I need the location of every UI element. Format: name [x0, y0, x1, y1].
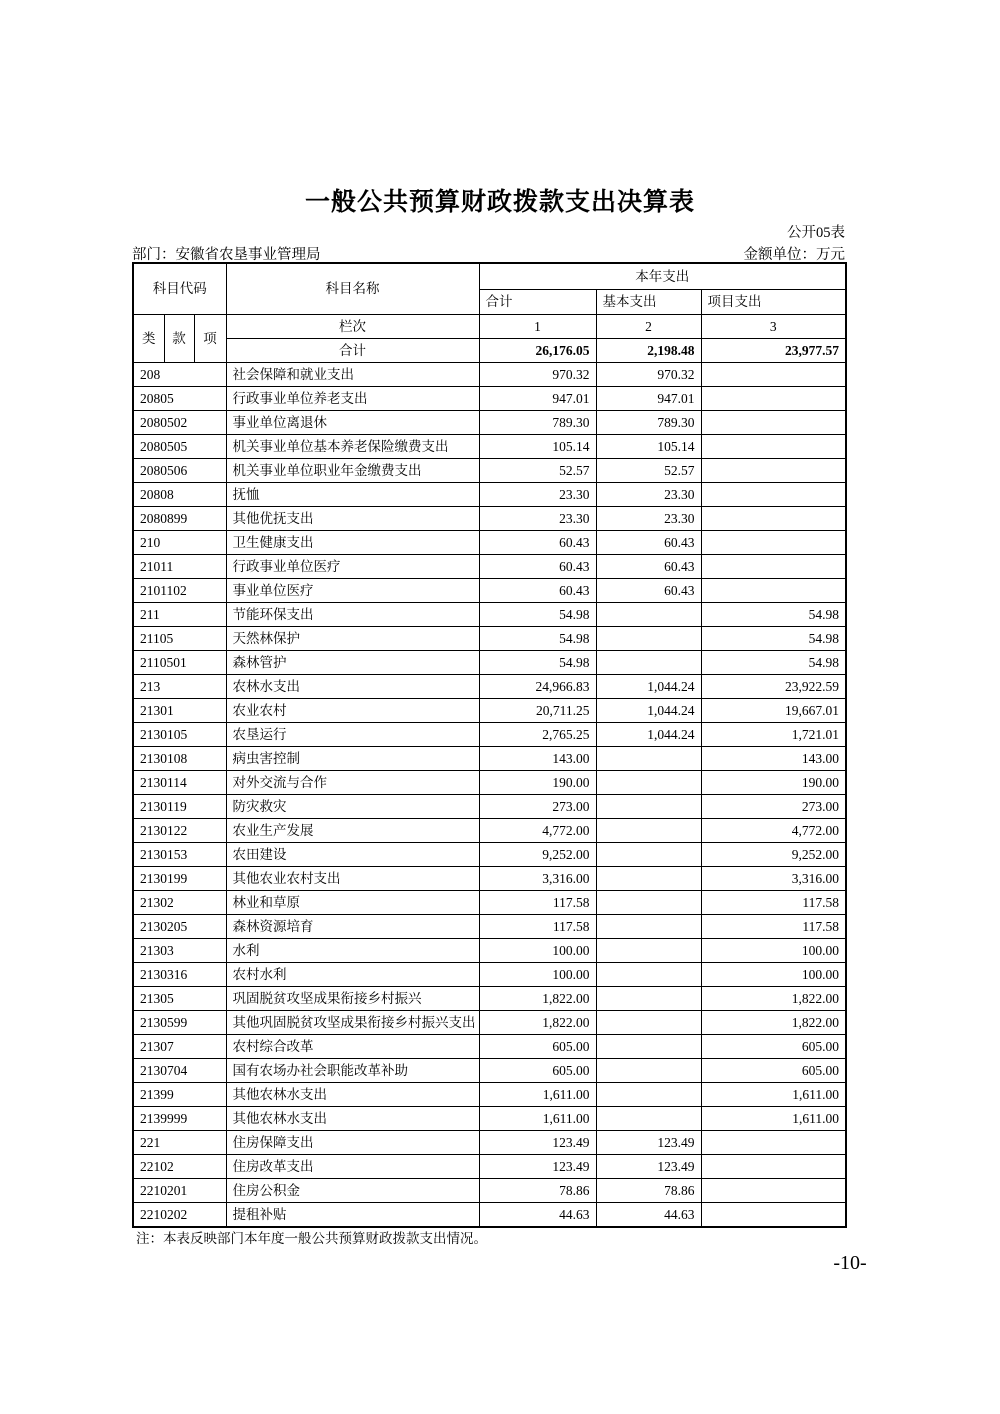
total-value-cell: 605.00 [479, 1059, 596, 1083]
basic-value-cell: 970.32 [596, 363, 701, 387]
subject-name-cell: 农业生产发展 [226, 819, 479, 843]
total-value-cell: 117.58 [479, 915, 596, 939]
total-value-cell: 23.30 [479, 507, 596, 531]
basic-value-cell [596, 819, 701, 843]
basic-value-cell: 60.43 [596, 555, 701, 579]
basic-value-cell [596, 843, 701, 867]
table-row [133, 1035, 846, 1059]
total-value-cell: 117.58 [479, 891, 596, 915]
totals-row [133, 339, 846, 363]
total-value-cell: 44.63 [479, 1203, 596, 1228]
basic-value-cell: 44.63 [596, 1203, 701, 1228]
total-value-cell: 100.00 [479, 939, 596, 963]
basic-value-cell [596, 1107, 701, 1131]
basic-value-cell: 23.30 [596, 483, 701, 507]
total-value-cell: 105.14 [479, 435, 596, 459]
table-row [133, 915, 846, 939]
basic-value-cell: 1,044.24 [596, 675, 701, 699]
total-value-cell: 54.98 [479, 603, 596, 627]
project-value-cell: 605.00 [701, 1035, 846, 1059]
section-header: 款 [164, 315, 194, 363]
project-value-cell [701, 507, 846, 531]
table-row [133, 459, 846, 483]
table-row [133, 651, 846, 675]
basic-value-cell [596, 987, 701, 1011]
project-value-cell [701, 363, 846, 387]
subject-code-cell: 21305 [133, 987, 226, 1011]
class-header: 类 [133, 315, 164, 363]
basic-value-cell [596, 1059, 701, 1083]
total-value-cell: 54.98 [479, 651, 596, 675]
project-value-cell: 54.98 [701, 627, 846, 651]
expenditure-table [132, 262, 847, 1228]
basic-value-cell [596, 939, 701, 963]
total-value-cell: 60.43 [479, 579, 596, 603]
subject-code-cell: 2130114 [133, 771, 226, 795]
subject-code-cell: 2130108 [133, 747, 226, 771]
basic-value-cell [596, 795, 701, 819]
subject-code-cell: 208 [133, 363, 226, 387]
subject-code-cell: 21301 [133, 699, 226, 723]
project-value-cell: 605.00 [701, 1059, 846, 1083]
table-row [133, 867, 846, 891]
subject-name-cell: 病虫害控制 [226, 747, 479, 771]
basic-value-cell [596, 627, 701, 651]
project-value-cell: 1,822.00 [701, 1011, 846, 1035]
total-value-cell: 1,822.00 [479, 987, 596, 1011]
basic-value-cell: 52.57 [596, 459, 701, 483]
total-value-cell: 273.00 [479, 795, 596, 819]
column-index-3: 3 [701, 315, 846, 339]
meta-row [132, 243, 845, 264]
table-row [133, 1203, 846, 1228]
table-row [133, 363, 846, 387]
subject-code-header: 科目代码 [133, 263, 226, 315]
table-row [133, 699, 846, 723]
subject-name-cell: 农业农村 [226, 699, 479, 723]
subject-name-cell: 住房改革支出 [226, 1155, 479, 1179]
basic-value-cell: 60.43 [596, 531, 701, 555]
subject-code-cell: 210 [133, 531, 226, 555]
table-row [133, 963, 846, 987]
subject-code-cell: 20805 [133, 387, 226, 411]
table-row [133, 1155, 846, 1179]
project-value-cell: 117.58 [701, 891, 846, 915]
table-row [133, 1059, 846, 1083]
table-row [133, 675, 846, 699]
subject-name-cell: 事业单位医疗 [226, 579, 479, 603]
project-column-header: 项目支出 [701, 290, 846, 315]
table-row [133, 1107, 846, 1131]
table-row [133, 987, 846, 1011]
subject-code-cell: 2080505 [133, 435, 226, 459]
total-value-cell: 1,822.00 [479, 1011, 596, 1035]
table-row [133, 387, 846, 411]
subject-name-cell: 机关事业单位职业年金缴费支出 [226, 459, 479, 483]
basic-value-cell [596, 603, 701, 627]
table-row [133, 1131, 846, 1155]
subject-code-cell: 21105 [133, 627, 226, 651]
totals-total-value: 26,176.05 [479, 339, 596, 363]
subject-code-cell: 21303 [133, 939, 226, 963]
project-value-cell: 1,611.00 [701, 1107, 846, 1131]
table-row [133, 555, 846, 579]
subject-name-cell: 农垦运行 [226, 723, 479, 747]
subject-code-cell: 2080506 [133, 459, 226, 483]
table-row [133, 507, 846, 531]
subject-code-cell: 22102 [133, 1155, 226, 1179]
subject-code-cell: 221 [133, 1131, 226, 1155]
unit-label: 金额单位：万元 [743, 247, 845, 263]
table-row [133, 747, 846, 771]
basic-value-cell: 1,044.24 [596, 723, 701, 747]
basic-value-cell [596, 1011, 701, 1035]
project-value-cell [701, 1203, 846, 1228]
project-value-cell [701, 1179, 846, 1203]
subject-code-cell: 2130122 [133, 819, 226, 843]
basic-value-cell: 60.43 [596, 579, 701, 603]
table-row [133, 627, 846, 651]
basic-value-cell: 789.30 [596, 411, 701, 435]
column-index-2: 2 [596, 315, 701, 339]
subject-name-cell: 农村综合改革 [226, 1035, 479, 1059]
subject-code-cell: 21399 [133, 1083, 226, 1107]
subject-name-cell: 其他优抚支出 [226, 507, 479, 531]
table-row [133, 531, 846, 555]
current-year-header: 本年支出 [479, 263, 846, 290]
subject-name-cell: 住房公积金 [226, 1179, 479, 1203]
project-value-cell [701, 387, 846, 411]
table-row [133, 819, 846, 843]
subject-code-cell: 2110501 [133, 651, 226, 675]
project-value-cell: 23,922.59 [701, 675, 846, 699]
subject-name-cell: 住房保障支出 [226, 1131, 479, 1155]
basic-value-cell: 947.01 [596, 387, 701, 411]
subject-name-cell: 节能环保支出 [226, 603, 479, 627]
subject-code-cell: 21307 [133, 1035, 226, 1059]
table-row [133, 771, 846, 795]
basic-value-cell [596, 747, 701, 771]
subject-name-header: 科目名称 [226, 263, 479, 315]
subject-name-cell: 天然林保护 [226, 627, 479, 651]
basic-value-cell: 123.49 [596, 1155, 701, 1179]
project-value-cell: 4,772.00 [701, 819, 846, 843]
total-value-cell: 605.00 [479, 1035, 596, 1059]
table-row [133, 411, 846, 435]
total-value-cell: 2,765.25 [479, 723, 596, 747]
total-value-cell: 60.43 [479, 531, 596, 555]
project-value-cell: 1,611.00 [701, 1083, 846, 1107]
total-value-cell: 4,772.00 [479, 819, 596, 843]
subject-name-cell: 机关事业单位基本养老保险缴费支出 [226, 435, 479, 459]
table-row [133, 795, 846, 819]
subject-code-cell: 211 [133, 603, 226, 627]
project-value-cell [701, 555, 846, 579]
subject-name-cell: 卫生健康支出 [226, 531, 479, 555]
subject-name-cell: 其他巩固脱贫攻坚成果衔接乡村振兴支出 [226, 1011, 479, 1035]
subject-code-cell: 2080899 [133, 507, 226, 531]
subject-name-cell: 防灾救灾 [226, 795, 479, 819]
total-value-cell: 970.32 [479, 363, 596, 387]
total-value-cell: 1,611.00 [479, 1083, 596, 1107]
subject-name-cell: 森林资源培育 [226, 915, 479, 939]
basic-value-cell [596, 771, 701, 795]
subject-code-cell: 2130199 [133, 867, 226, 891]
subject-code-cell: 2130105 [133, 723, 226, 747]
form-number-label: 公开05表 [787, 225, 845, 241]
basic-value-cell [596, 963, 701, 987]
subject-name-cell: 其他农林水支出 [226, 1107, 479, 1131]
total-value-cell: 123.49 [479, 1155, 596, 1179]
subject-code-cell: 2101102 [133, 579, 226, 603]
project-value-cell: 273.00 [701, 795, 846, 819]
table-row [133, 1083, 846, 1107]
table-row [133, 435, 846, 459]
subject-name-cell: 农田建设 [226, 843, 479, 867]
subject-name-cell: 提租补贴 [226, 1203, 479, 1228]
subject-code-cell: 2130153 [133, 843, 226, 867]
project-value-cell: 1,822.00 [701, 987, 846, 1011]
footnote: 注：本表反映部门本年度一般公共预算财政拨款支出情况。 [136, 1231, 487, 1246]
project-value-cell: 9,252.00 [701, 843, 846, 867]
total-column-header: 合计 [479, 290, 596, 315]
subject-code-cell: 2130704 [133, 1059, 226, 1083]
total-value-cell: 60.43 [479, 555, 596, 579]
table-row [133, 723, 846, 747]
total-value-cell: 100.00 [479, 963, 596, 987]
department-label: 部门：安徽省农垦事业管理局 [132, 247, 321, 263]
header-row-3 [133, 315, 846, 339]
project-value-cell: 3,316.00 [701, 867, 846, 891]
total-value-cell: 143.00 [479, 747, 596, 771]
basic-value-cell [596, 915, 701, 939]
total-value-cell: 78.86 [479, 1179, 596, 1203]
basic-value-cell: 105.14 [596, 435, 701, 459]
project-value-cell [701, 1155, 846, 1179]
subject-name-cell: 社会保障和就业支出 [226, 363, 479, 387]
project-value-cell [701, 483, 846, 507]
project-value-cell [701, 459, 846, 483]
subject-name-cell: 行政事业单位养老支出 [226, 387, 479, 411]
subject-name-cell: 其他农林水支出 [226, 1083, 479, 1107]
subject-name-cell: 国有农场办社会职能改革补助 [226, 1059, 479, 1083]
subject-name-cell: 林业和草原 [226, 891, 479, 915]
subject-name-cell: 对外交流与合作 [226, 771, 479, 795]
subject-code-cell: 2130316 [133, 963, 226, 987]
total-value-cell: 3,316.00 [479, 867, 596, 891]
table-row [133, 891, 846, 915]
subject-code-cell: 2210202 [133, 1203, 226, 1228]
subject-code-cell: 21011 [133, 555, 226, 579]
totals-basic-value: 2,198.48 [596, 339, 701, 363]
subject-code-cell: 21302 [133, 891, 226, 915]
table-row [133, 1011, 846, 1035]
total-value-cell: 123.49 [479, 1131, 596, 1155]
subject-name-cell: 其他农业农村支出 [226, 867, 479, 891]
table-row [133, 483, 846, 507]
total-value-cell: 20,711.25 [479, 699, 596, 723]
project-value-cell: 117.58 [701, 915, 846, 939]
totals-row-label: 合计 [226, 339, 479, 363]
table-row [133, 1179, 846, 1203]
table-row [133, 843, 846, 867]
subject-code-cell: 2139999 [133, 1107, 226, 1131]
total-value-cell: 23.30 [479, 483, 596, 507]
subject-code-cell: 213 [133, 675, 226, 699]
basic-value-cell [596, 1083, 701, 1107]
subject-name-cell: 事业单位离退休 [226, 411, 479, 435]
subject-name-cell: 抚恤 [226, 483, 479, 507]
subject-code-cell: 2210201 [133, 1179, 226, 1203]
project-value-cell [701, 1131, 846, 1155]
total-value-cell: 54.98 [479, 627, 596, 651]
project-value-cell: 143.00 [701, 747, 846, 771]
totals-project-value: 23,977.57 [701, 339, 846, 363]
total-value-cell: 24,966.83 [479, 675, 596, 699]
column-index-label: 栏次 [226, 315, 479, 339]
subject-name-cell: 水利 [226, 939, 479, 963]
basic-value-cell: 23.30 [596, 507, 701, 531]
project-value-cell: 54.98 [701, 651, 846, 675]
subject-name-cell: 农村水利 [226, 963, 479, 987]
table-row [133, 939, 846, 963]
project-value-cell: 54.98 [701, 603, 846, 627]
page-title: 一般公共预算财政拨款支出决算表 [304, 188, 695, 216]
basic-value-cell [596, 867, 701, 891]
total-value-cell: 9,252.00 [479, 843, 596, 867]
subject-code-cell: 2130119 [133, 795, 226, 819]
subject-name-cell: 行政事业单位医疗 [226, 555, 479, 579]
basic-value-cell: 1,044.24 [596, 699, 701, 723]
basic-column-header: 基本支出 [596, 290, 701, 315]
basic-value-cell [596, 891, 701, 915]
page-number: -10- [833, 1252, 867, 1274]
table-row [133, 579, 846, 603]
basic-value-cell [596, 651, 701, 675]
total-value-cell: 52.57 [479, 459, 596, 483]
subject-name-cell: 巩固脱贫攻坚成果衔接乡村振兴 [226, 987, 479, 1011]
subject-code-cell: 2080502 [133, 411, 226, 435]
project-value-cell: 1,721.01 [701, 723, 846, 747]
total-value-cell: 789.30 [479, 411, 596, 435]
item-header: 项 [194, 315, 226, 363]
project-value-cell: 100.00 [701, 963, 846, 987]
subject-code-cell: 2130205 [133, 915, 226, 939]
column-index-1: 1 [479, 315, 596, 339]
basic-value-cell: 123.49 [596, 1131, 701, 1155]
table-row [133, 603, 846, 627]
project-value-cell [701, 411, 846, 435]
subject-name-cell: 农林水支出 [226, 675, 479, 699]
project-value-cell [701, 531, 846, 555]
basic-value-cell: 78.86 [596, 1179, 701, 1203]
project-value-cell: 100.00 [701, 939, 846, 963]
subject-code-cell: 2130599 [133, 1011, 226, 1035]
header-row-1 [133, 263, 846, 290]
total-value-cell: 1,611.00 [479, 1107, 596, 1131]
project-value-cell [701, 579, 846, 603]
project-value-cell [701, 435, 846, 459]
subject-name-cell: 森林管护 [226, 651, 479, 675]
basic-value-cell [596, 1035, 701, 1059]
subject-code-cell: 20808 [133, 483, 226, 507]
total-value-cell: 947.01 [479, 387, 596, 411]
project-value-cell: 19,667.01 [701, 699, 846, 723]
total-value-cell: 190.00 [479, 771, 596, 795]
project-value-cell: 190.00 [701, 771, 846, 795]
